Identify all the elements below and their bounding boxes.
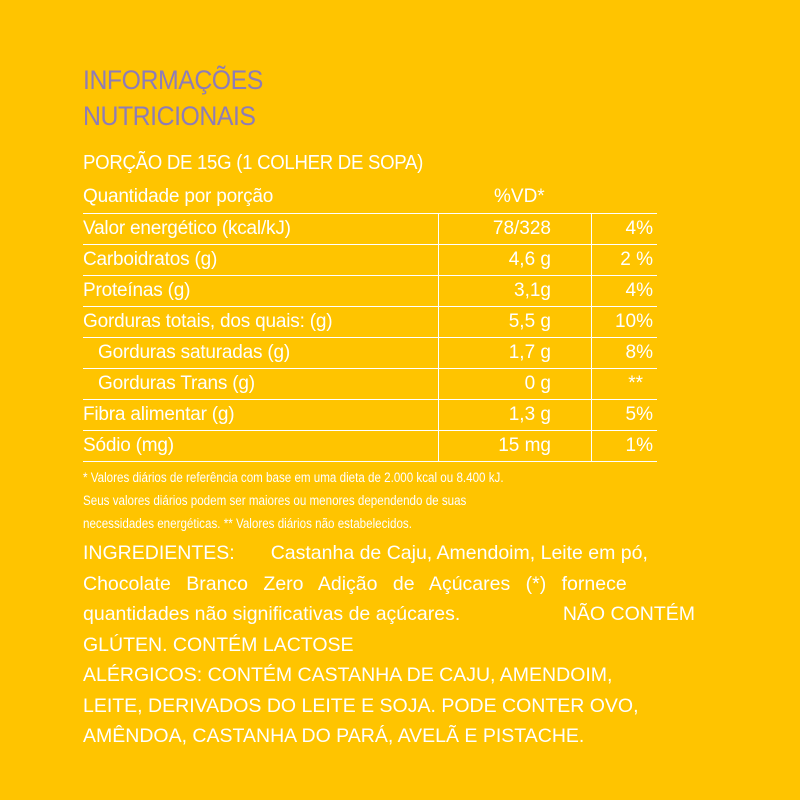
nutrient-quantity: 4,6 g: [508, 249, 551, 270]
nutrition-table: [83, 183, 657, 462]
allergens-line-3: AMÊNDOA, CASTANHA DO PARÁ, AVELÃ E PISTACHE.: [83, 725, 585, 747]
nutrient-name: Fibra alimentar (g): [83, 404, 235, 425]
allergens-line-1: ALÉRGICOS: CONTÉM CASTANHA DE CAJU, AMENDOIM,: [83, 664, 613, 686]
ingredients-line-3: [83, 599, 695, 630]
nutrient-name: Valor energético (kcal/kJ): [83, 218, 291, 239]
nutrient-vd: 4%: [625, 280, 653, 301]
ingredients-warning: NÃO CONTÉM: [562, 603, 695, 625]
title-line-2: NUTRICIONAIS: [83, 101, 256, 131]
nutrient-vd: 2 %: [620, 249, 653, 270]
nutrient-quantity: 1,7 g: [508, 342, 551, 363]
portion-size: PORÇÃO DE 15G (1 COLHER DE SOPA): [83, 152, 424, 174]
ingredients-line-2: [83, 569, 695, 600]
column-divider: [591, 213, 592, 461]
footnote: [83, 466, 616, 535]
header-vd: %VD*: [494, 186, 545, 207]
page-title: [83, 62, 263, 134]
nutrient-quantity: 5,5 g: [508, 311, 551, 332]
ingredients-text: Chocolate Branco Zero Adição de Açúcares (*) fornece: [83, 572, 627, 595]
ingredients-line-4: GLÚTEN. CONTÉM LACTOSE: [83, 633, 354, 656]
table-row: [83, 338, 657, 369]
table-row: [83, 369, 657, 400]
table-header: [83, 183, 657, 214]
footnote-line-1: * Valores diários de referência com base em uma dieta de 2.000 kcal ou 8.400 kJ.: [83, 470, 504, 485]
ingredients-line-1: [83, 538, 695, 569]
nutrient-name: Carboidratos (g): [83, 249, 218, 270]
footnote-line-2: Seus valores diários podem ser maiores ou menores dependendo de suas: [83, 493, 467, 508]
nutrient-quantity: 15 mg: [498, 435, 551, 456]
table-row: [83, 431, 657, 462]
nutrient-vd: 10%: [614, 311, 653, 332]
nutrient-name: Gorduras Trans (g): [98, 373, 255, 394]
nutrient-vd: 4%: [625, 218, 653, 239]
nutrient-quantity: 78/328: [492, 218, 551, 239]
nutrient-quantity: 3,1g: [514, 280, 551, 301]
table-row: [83, 245, 657, 276]
nutrient-name: Proteínas (g): [83, 280, 191, 301]
ingredients-text: quantidades não significativas de açúcares.: [83, 603, 461, 625]
column-divider: [438, 213, 439, 461]
nutrient-vd: 1%: [625, 435, 653, 456]
ingredients-text: Castanha de Caju, Amendoim, Leite em pó,: [270, 542, 648, 564]
nutrient-name: Gorduras saturadas (g): [98, 342, 291, 363]
nutrient-name: Sódio (mg): [83, 435, 174, 456]
table-row: [83, 276, 657, 307]
allergens-line-2: LEITE, DERIVADOS DO LEITE E SOJA. PODE CONTER OVO,: [83, 694, 639, 717]
header-quantity: Quantidade por porção: [83, 186, 274, 207]
table-row: [83, 214, 657, 245]
ingredients-label: INGREDIENTES:: [83, 542, 235, 564]
nutrient-vd: 5%: [625, 404, 653, 425]
nutrient-quantity: 1,3 g: [508, 404, 551, 425]
title-line-1: INFORMAÇÕES: [83, 65, 263, 95]
nutrient-vd: **: [628, 373, 643, 394]
nutrient-vd: 8%: [625, 342, 653, 363]
footnote-line-3: necessidades energéticas. ** Valores diários não estabelecidos.: [83, 516, 412, 531]
nutrient-name: Gorduras totais, dos quais: (g): [83, 311, 333, 332]
table-row: [83, 400, 657, 431]
ingredients-section: [83, 538, 695, 752]
nutrient-quantity: 0 g: [524, 373, 551, 394]
table-row: [83, 307, 657, 338]
